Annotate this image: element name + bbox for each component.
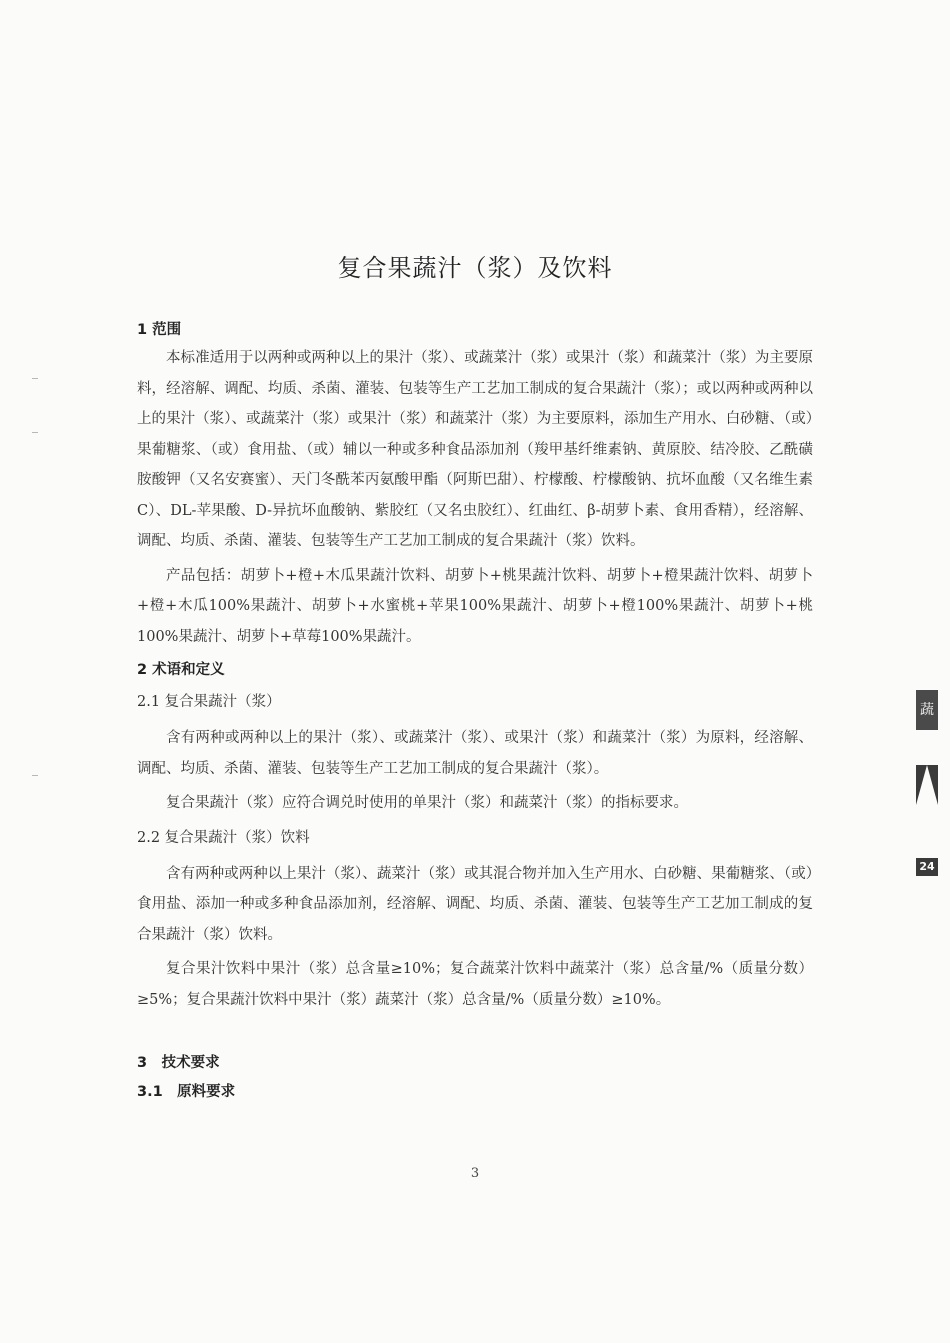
scan-speck: [32, 432, 38, 433]
section-2-heading: 2 术语和定义: [137, 662, 225, 678]
side-tab-char-2: 24: [919, 860, 935, 873]
side-tab-top: [916, 690, 938, 730]
side-tab-arrow: [916, 765, 938, 805]
scan-speck: [32, 378, 38, 379]
section-3-1-heading: 3.1 原料要求: [137, 1084, 236, 1100]
section-2-2-paragraph-2: 复合果汁饮料中果汁（浆）总含量≥10%；复合蔬菜汁饮料中蔬菜汁（浆）总含量/%（质量分数）≥5%；复合果蔬汁饮料中果汁（浆）蔬菜汁（浆）总含量/%（质量分数）≥10%。: [137, 961, 813, 1008]
section-2-1-heading: 2.1 复合果蔬汁（浆）: [137, 694, 281, 710]
scan-speck: [32, 775, 38, 776]
section-2-1-paragraph-1: 含有两种或两种以上的果汁（浆）、或蔬菜汁（浆）、或果汁（浆）和蔬菜汁（浆）为原料，经溶解、调配、均质、杀菌、灌装、包装等生产工艺加工制成的复合果蔬汁（浆）。: [137, 730, 813, 777]
document-title: 复合果蔬汁（浆）及饮料: [337, 254, 613, 282]
section-2-2-heading: 2.2 复合果蔬汁（浆）饮料: [137, 829, 310, 846]
section-2-1-paragraph-2: 复合果蔬汁（浆）应符合调兑时使用的单果汁（浆）和蔬菜汁（浆）的指标要求。: [166, 795, 688, 811]
section-1-paragraph-1: 本标准适用于以两种或两种以上的果汁（浆）、或蔬菜汁（浆）或果汁（浆）和蔬菜汁（浆）为主要原料，经溶解、调配、均质、杀菌、灌装、包装等生产工艺加工制成的复合果蔬汁（浆）；或以两种或两种以上的果汁（浆）、或蔬菜汁（浆）或果汁（浆）和蔬菜汁（浆）为主要原料，添加生产用水、白砂糖、（或）果葡糖浆、（或）食用盐、（或）辅以一种或多种食品添加剂（羧甲基纤维素钠、黄原胶、结冷胶、乙酰磺胺酸钾（又名安赛蜜）、天门冬酰苯丙氨酸甲酯（阿斯巴甜）、柠檬酸、柠檬酸钠、抗坏血酸（又名维生素C）、DL-苹果酸、D-异抗坏血酸钠、紫胶红（又名虫胶红）、红曲红、β-胡萝卜素、食用香精），经溶解、调配、均质、杀菌、灌装、包装等生产工艺加工制成的复合果蔬汁（浆）饮料。: [137, 350, 813, 549]
section-3-heading: 3 技术要求: [137, 1055, 220, 1071]
section-2-2-paragraph-1: 含有两种或两种以上果汁（浆）、蔬菜汁（浆）或其混合物并加入生产用水、白砂糖、果葡糖浆、（或）食用盐、添加一种或多种食品添加剂，经溶解、调配、均质、杀菌、灌装、包装等生产工艺加工制成的复合果蔬汁（浆）饮料。: [137, 865, 813, 943]
page-number: 3: [470, 1166, 480, 1181]
document-body: [137, 318, 813, 1101]
section-1-heading: 1 范围: [137, 322, 182, 338]
side-tab-bottom: [916, 858, 938, 876]
side-tab-char-1: 蔬: [920, 702, 934, 718]
section-1-paragraph-2: 产品包括：胡萝卜+橙+木瓜果蔬汁饮料、胡萝卜+桃果蔬汁饮料、胡萝卜+橙果蔬汁饮料、胡萝卜+橙+木瓜100%果蔬汁、胡萝卜+水蜜桃+苹果100%果蔬汁、胡萝卜+橙100%果蔬汁、胡萝卜+桃100%果蔬汁、胡萝卜+草莓100%果蔬汁。: [137, 567, 813, 645]
